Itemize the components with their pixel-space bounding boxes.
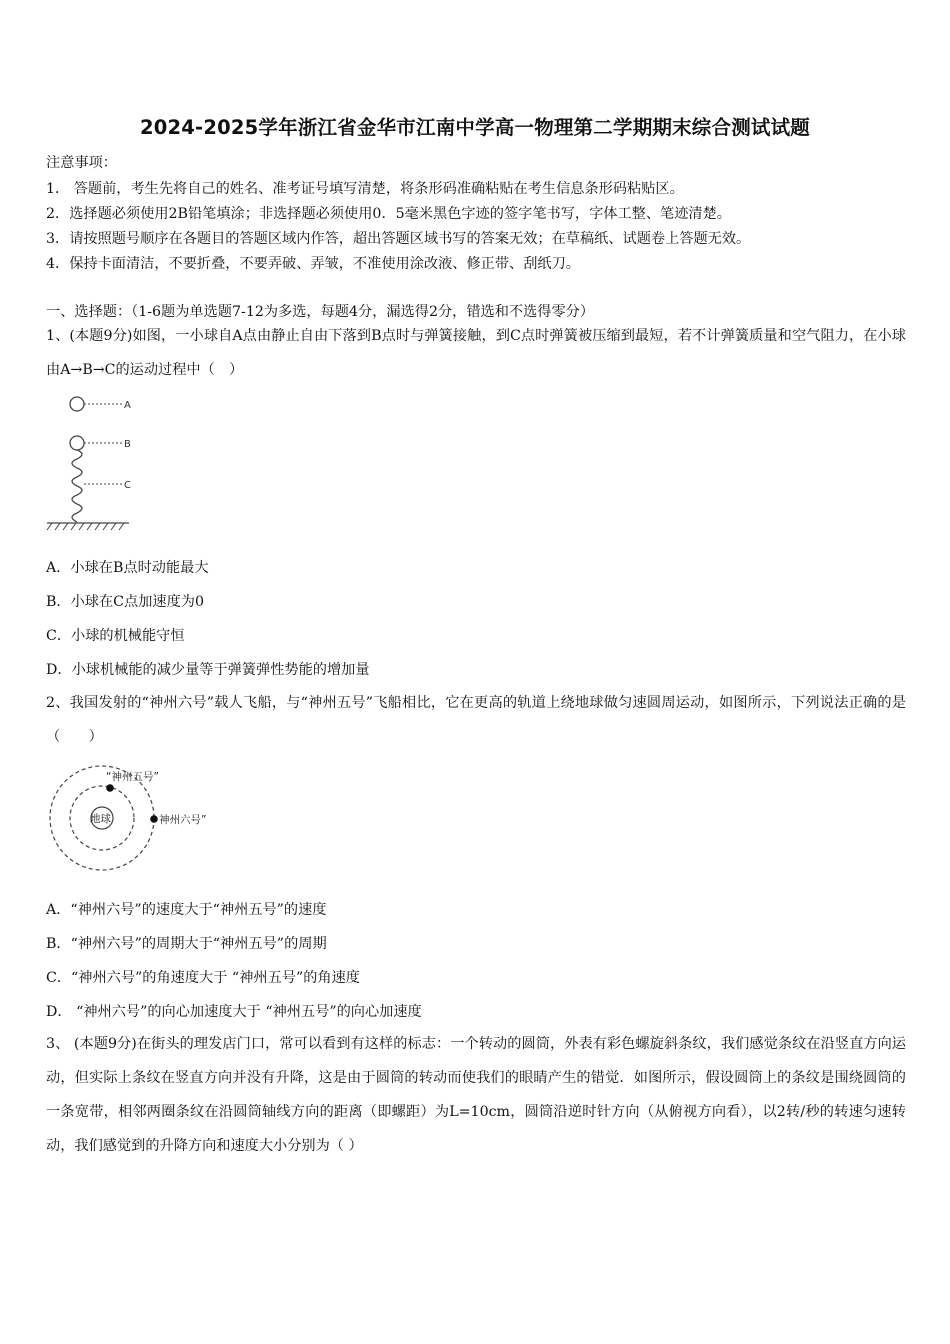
option: C．小球的机械能守恒	[46, 628, 185, 644]
label-a: A	[124, 400, 131, 411]
option: D． “神州六号”的向心加速度大于 “神州五号”的向心加速度	[46, 1004, 422, 1020]
notice-heading: 注意事项：	[46, 155, 117, 171]
section-heading: 一、选择题：（1-6题为单选题7-12为多选，每题4分，漏选得2分，错选和不选得零分）	[46, 304, 595, 320]
question-2-stem: 2、我国发射的“神州六号”载人飞船，与“神州五号”飞船相比，它在更高的轨道上绕地球做匀速圆周运动，如图所示，下列说法正确的是（ ）	[46, 695, 906, 745]
orbit-figure	[44, 762, 244, 874]
satellite-6-label: 神州六号”	[159, 814, 207, 826]
option: D．小球机械能的减少量等于弹簧弹性势能的增加量	[46, 662, 370, 678]
label-b: B	[124, 439, 131, 450]
option: A．“神州六号”的速度大于“神州五号”的速度	[46, 902, 327, 918]
ball-at-a	[70, 397, 84, 411]
option: B．“神州六号”的周期大于“神州五号”的周期	[46, 936, 327, 952]
option: B．小球在C点加速度为0	[46, 594, 204, 610]
ground-hatching	[47, 523, 124, 530]
notice-item: 1． 答题前，考生先将自己的姓名、准考证号填写清楚，将条形码准确粘贴在考生信息条形码粘贴区。	[46, 181, 684, 197]
page-title: 2024-2025学年浙江省金华市江南中学高一物理第二学期期末综合测试试题	[139, 116, 811, 139]
question-1-stem: 1、(本题9分)如图，一小球自A点由静止自由下落到B点时与弹簧接触，到C点时弹簧被压缩到最短，若不计弹簧质量和空气阻力，在小球由A→B→C的运动过程中（ ）	[46, 328, 906, 378]
satellite-6	[150, 815, 158, 823]
option: C．“神州六号”的角速度大于 “神州五号”的角速度	[46, 970, 360, 986]
spring	[72, 450, 82, 522]
satellite-5-label: “神州五号”	[106, 771, 159, 783]
notice-item: 3．请按照题号顺序在各题目的答题区域内作答，超出答题区域书写的答案无效；在草稿纸、试题卷上答题无效。	[46, 231, 751, 247]
notice-item: 2．选择题必须使用2B铅笔填涂；非选择题必须使用0．5毫米黑色字迹的签字笔书写，字体工整、笔迹清楚。	[46, 206, 731, 222]
notice-item: 4．保持卡面清洁，不要折叠，不要弄破、弄皱，不准使用涂改液、修正带、刮纸刀。	[46, 256, 580, 272]
question-3-stem: 3、 (本题9分)在街头的理发店门口，常可以看到有这样的标志：一个转动的圆筒，外表有彩色螺旋斜条纹，我们感觉条纹在沿竖直方向运动，但实际上条纹在竖直方向并没有升降，这是由于圆筒的转动而使我们的眼睛产生的错觉．如图所示，假设圆筒上的条纹是围绕圆筒的一条宽带，相邻两圈条纹在沿圆筒轴线方向的距离（即螺距）为L=10cm，圆筒沿逆时针方向（从俯视方向看），以2转/秒的转速匀速转动，我们感觉到的升降方向和速度大小分别为（ ）	[46, 1036, 906, 1154]
label-c: C	[124, 480, 131, 491]
ball-at-b	[70, 436, 84, 450]
spring-ball-figure	[44, 392, 144, 536]
option: A．小球在B点时动能最大	[46, 560, 209, 576]
satellite-5	[106, 784, 114, 792]
earth-label: 地球	[90, 813, 111, 825]
